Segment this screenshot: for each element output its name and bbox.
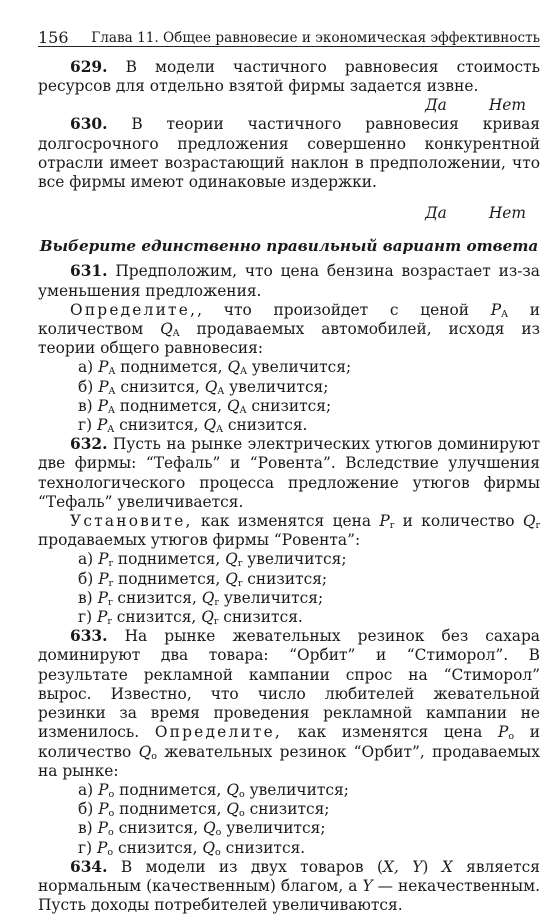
question-text: )	[422, 857, 442, 876]
option-item	[78, 397, 540, 416]
var-sub: A	[501, 308, 508, 320]
option-text: снизится.	[223, 416, 308, 435]
option-text: поднимется,	[114, 780, 227, 799]
var-sub: A	[240, 366, 247, 378]
question-629	[38, 58, 540, 96]
var-q: Q	[202, 838, 216, 857]
var-p: P	[98, 377, 109, 396]
var-sub: r	[237, 558, 243, 570]
option-text: снизится,	[113, 838, 203, 857]
option-item	[78, 589, 540, 608]
option-text: поднимется,	[115, 358, 228, 377]
var-sub: o	[151, 750, 157, 762]
yes-no-629	[38, 96, 540, 115]
option-text: снизится,	[112, 588, 202, 607]
options-633	[38, 781, 540, 858]
question-number: 629.	[70, 58, 108, 76]
question-number: 631.	[70, 262, 108, 281]
task-text: продаваемых автомобилей, исходя из теории общего равновесия:	[38, 320, 540, 358]
options-632	[38, 550, 540, 627]
option-text: поднимется,	[114, 396, 227, 415]
yes-option: Да	[425, 96, 447, 115]
var-sub: A	[108, 385, 116, 397]
var-q: Q	[138, 742, 152, 761]
var-q: Q	[201, 588, 215, 607]
question-631	[38, 262, 540, 300]
var-sub: r	[107, 596, 113, 608]
task-lead: Установите,	[70, 512, 193, 531]
question-text: В модели из двух товаров (	[107, 857, 383, 876]
var-sub: o	[108, 788, 115, 800]
task-text: жевательных резинок “Орбит”, продаваемых на рынке:	[38, 742, 540, 780]
var-q: Q	[226, 800, 240, 819]
question-text: — некачественным. Пусть доходы потребителей увеличиваются.	[38, 876, 541, 915]
var-q: Q	[202, 819, 216, 838]
option-item	[78, 839, 540, 858]
var-sub: o	[107, 846, 114, 858]
var-sub: A	[217, 385, 225, 397]
option-text: поднимется,	[113, 569, 226, 588]
var-q: Q	[226, 396, 240, 415]
section-title: Выберите единственно правильный вариант ответа	[39, 237, 539, 256]
option-item	[78, 550, 540, 569]
option-text: поднимется,	[113, 550, 226, 569]
question-630	[38, 115, 540, 192]
option-text: увеличится;	[242, 550, 347, 569]
var-sub: o	[215, 846, 221, 858]
var-q: Q	[160, 320, 173, 339]
var-sub: o	[508, 731, 515, 743]
option-item	[78, 781, 540, 800]
var-p: P	[98, 550, 109, 569]
option-text: снизится,	[114, 416, 204, 435]
var-sub: A	[107, 424, 115, 436]
task-text: как изменятся цена	[192, 512, 380, 531]
option-letter: а)	[78, 550, 94, 569]
question-number: 634.	[70, 857, 108, 876]
var-p: P	[97, 819, 108, 838]
question-text: В теории частичного равновесия кривая долгосрочного предложения совершенно конкурентной отрасли имеет возрастающий наклон в предположении, что все фирмы имеют одинаковые издержки.	[38, 115, 540, 192]
var-q: Q	[225, 550, 238, 569]
option-letter: а)	[78, 780, 94, 799]
option-text: увеличится;	[218, 588, 324, 607]
var-p: P	[98, 780, 109, 799]
var-sub: r	[107, 616, 112, 628]
option-text: увеличится;	[244, 780, 349, 799]
option-item	[78, 570, 540, 589]
var-sub: o	[215, 827, 222, 839]
var-x: X	[441, 857, 453, 876]
option-text: снизится.	[220, 838, 306, 857]
var-sub: A	[216, 424, 224, 436]
question-number: 630.	[70, 115, 108, 134]
var-p: P	[96, 838, 108, 857]
option-text: увеличится;	[221, 819, 326, 838]
option-letter: б)	[78, 377, 94, 396]
var-sub: A	[107, 404, 115, 416]
option-text: увеличится;	[224, 377, 329, 396]
var-sub: r	[108, 558, 113, 570]
option-text: снизится,	[111, 608, 202, 627]
task-lead: Определите,	[70, 300, 198, 319]
var-q: Q	[522, 512, 536, 531]
no-option: Нет	[488, 96, 526, 115]
var-q: Q	[203, 416, 217, 435]
task-text: продаваемых утюгов фирмы “Ровента”:	[38, 531, 361, 550]
option-text: снизится;	[244, 800, 330, 819]
var-sub: r	[213, 616, 219, 628]
var-y: Y	[362, 876, 373, 895]
question-text: Предположим, что цена бензина возрастает из-за уменьшения предложения.	[38, 262, 540, 300]
task-text: , что произойдет с ценой	[197, 300, 491, 319]
var-p: P	[96, 416, 108, 435]
option-letter: г)	[78, 608, 93, 627]
yes-no-630	[38, 204, 540, 223]
var-p: P	[98, 358, 109, 377]
yes-option: Да	[425, 204, 447, 223]
var-q: Q	[225, 569, 238, 588]
question-number: 633.	[70, 627, 108, 646]
var-p: P	[96, 608, 108, 627]
var-p: P	[98, 569, 109, 588]
page-content	[38, 58, 540, 915]
task-631	[38, 301, 540, 359]
var-sub: A	[108, 366, 116, 378]
page-header	[38, 22, 540, 47]
option-item	[78, 378, 540, 397]
no-option: Нет	[488, 204, 526, 223]
task-text: как изменятся цена	[282, 723, 499, 742]
running-head: Глава 11. Общее равновесие и экономическая эффективность	[91, 30, 540, 46]
option-text: снизится,	[115, 377, 205, 396]
var-sub: r	[389, 520, 395, 532]
options-631	[38, 358, 540, 435]
option-item	[78, 608, 540, 627]
task-text: и количеством	[38, 300, 540, 339]
question-text: На рынке жевательных резинок без сахара доминируют два товара: “Орбит” и “Стиморол”. В результате рекламной кампании спрос на “Стиморол” вырос. Известно, что число любителей жевательной резинки за время проведения рекламной кампании не изменилось.	[38, 627, 540, 742]
option-item	[78, 819, 540, 838]
question-634	[38, 858, 540, 915]
option-letter: б)	[78, 569, 94, 588]
task-632	[38, 512, 540, 550]
var-p: P	[98, 800, 109, 819]
var-sub: o	[239, 808, 245, 820]
option-letter: г)	[78, 416, 93, 435]
option-letter: г)	[78, 838, 93, 857]
var-sub: A	[239, 404, 247, 416]
question-number: 632.	[70, 435, 108, 454]
question-text: Пусть на рынке электрических утюгов доминируют две фирмы: “Тефаль” и “Ровента”. Вследствие улучшения технологического процесса предложение утюгов фирмы “Тефаль” увеличивается.	[38, 435, 540, 511]
var-sub: A	[172, 328, 180, 340]
var-sub: r	[108, 577, 114, 589]
option-text: снизится,	[113, 819, 203, 838]
var-sub: r	[214, 596, 219, 608]
option-item	[78, 416, 540, 435]
option-letter: б)	[78, 800, 94, 819]
option-letter: в)	[78, 396, 93, 415]
var-sub: o	[238, 788, 245, 800]
option-text: поднимется,	[114, 800, 227, 819]
var-xy: X, Y	[382, 857, 423, 876]
var-q: Q	[226, 780, 239, 799]
var-p: P	[498, 723, 509, 742]
option-letter: в)	[78, 588, 93, 607]
question-text: является нормальным (качественным) благом, а	[38, 857, 540, 895]
option-item	[78, 358, 540, 377]
var-p: P	[97, 396, 108, 415]
task-text: и количество	[394, 512, 523, 531]
var-q: Q	[204, 377, 218, 396]
var-sub: r	[535, 520, 541, 532]
var-p: P	[97, 588, 108, 607]
var-sub: o	[107, 827, 114, 839]
var-sub: r	[237, 577, 243, 589]
option-text: снизится;	[246, 396, 332, 415]
var-q: Q	[201, 608, 214, 627]
var-q: Q	[227, 358, 241, 377]
option-letter: а)	[78, 358, 94, 377]
option-text: снизится;	[242, 569, 328, 588]
option-item	[78, 800, 540, 819]
question-633	[38, 627, 540, 781]
task-text: и количество	[38, 723, 541, 761]
option-text: увеличится;	[246, 358, 352, 377]
question-text: В модели частичного равновесия стоимость ресурсов для отдельно взятой фирмы задается извне.	[38, 58, 540, 96]
question-632	[38, 435, 540, 512]
page-number: 156	[38, 28, 69, 47]
var-p: P	[490, 300, 502, 319]
var-sub: o	[108, 808, 115, 820]
task-lead: Определите,	[154, 723, 283, 742]
var-p: P	[379, 512, 390, 531]
option-letter: в)	[78, 819, 93, 838]
option-text: снизится.	[218, 608, 303, 627]
